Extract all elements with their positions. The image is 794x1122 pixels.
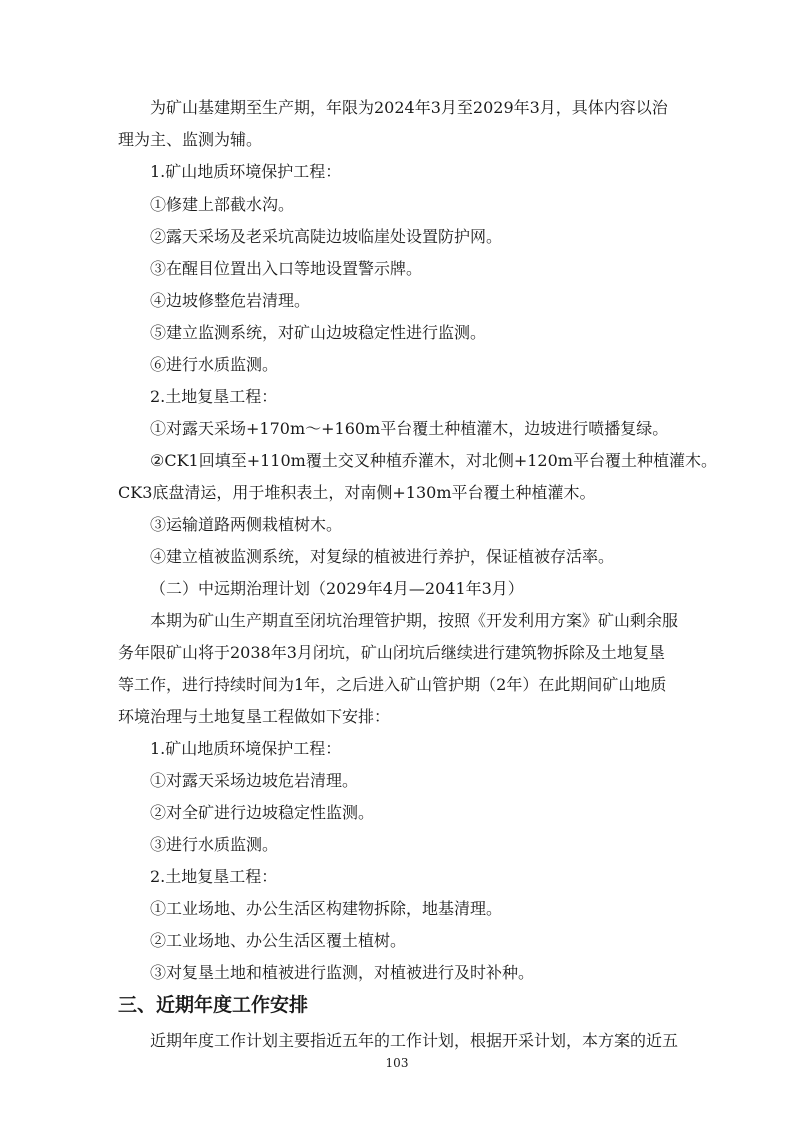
list-item: ①对露天采场边坡危岩清理。 <box>150 771 359 790</box>
paragraph-line: 环境治理与土地复垦工程做如下安排： <box>118 707 391 726</box>
paragraph-line: CK3底盘清运，用于堆积表土，对南侧+130m平台覆土种植灌木。 <box>118 483 596 502</box>
paragraph-line: 等工作，进行持续时间为1年，之后进入矿山管护期（2年）在此期间矿山地质 <box>118 675 667 694</box>
list-item: ③进行水质监测。 <box>150 835 279 854</box>
list-item: ②露天采场及老采坑高陡边坡临崖处设置防护网。 <box>150 227 503 246</box>
paragraph-line: 务年限矿山将于2038年3月闭坑，矿山闭坑后继续进行建筑物拆除及土地复垦 <box>118 643 665 662</box>
list-item: ⑥进行水质监测。 <box>150 355 279 374</box>
list-item: ①修建上部截水沟。 <box>150 195 295 214</box>
list-item: ③在醒目位置出入口等地设置警示牌。 <box>150 259 423 278</box>
page-number: 103 <box>385 1056 409 1070</box>
subsection-title: （二）中远期治理计划（2029年4月—2041年3月） <box>150 579 524 598</box>
paragraph-line: 理为主、监测为辅。 <box>118 130 263 149</box>
list-item: ②工业场地、办公生活区覆土植树。 <box>150 931 407 950</box>
list-item: ③运输道路两侧栽植树木。 <box>150 515 343 534</box>
list-item: ②对全矿进行边坡稳定性监测。 <box>150 803 375 822</box>
list-item: ⑤建立监测系统，对矿山边坡稳定性进行监测。 <box>150 323 487 342</box>
section-label: 2.土地复垦工程： <box>150 387 278 406</box>
list-item: ④建立植被监测系统，对复绿的植被进行养护，保证植被存活率。 <box>150 547 615 566</box>
section-label: 1.矿山地质环境保护工程： <box>150 739 342 758</box>
paragraph-line: 近期年度工作计划主要指近五年的工作计划，根据开采计划，本方案的近五 <box>150 1031 679 1050</box>
paragraph-line: 本期为矿山生产期直至闭坑治理管护期，按照《开发利用方案》矿山剩余服 <box>150 611 679 630</box>
paragraph-line: 为矿山基建期至生产期，年限为2024年3月至2029年3月，具体内容以治 <box>150 98 668 117</box>
list-item: ①对露天采场+170m～+160m平台覆土种植灌木，边坡进行喷播复绿。 <box>150 419 669 438</box>
section-label: 1.矿山地质环境保护工程： <box>150 162 342 181</box>
list-item: ②CK1回填至+110m覆土交叉种植乔灌木，对北侧+120m平台覆土种植灌木。 <box>150 451 717 470</box>
section-label: 2.土地复垦工程： <box>150 867 278 886</box>
section-heading: 三、近期年度工作安排 <box>118 994 309 1016</box>
list-item: ④边坡修整危岩清理。 <box>150 291 311 310</box>
list-item: ③对复垦土地和植被进行监测，对植被进行及时补种。 <box>150 963 535 982</box>
list-item: ①工业场地、办公生活区构建物拆除，地基清理。 <box>150 899 503 918</box>
